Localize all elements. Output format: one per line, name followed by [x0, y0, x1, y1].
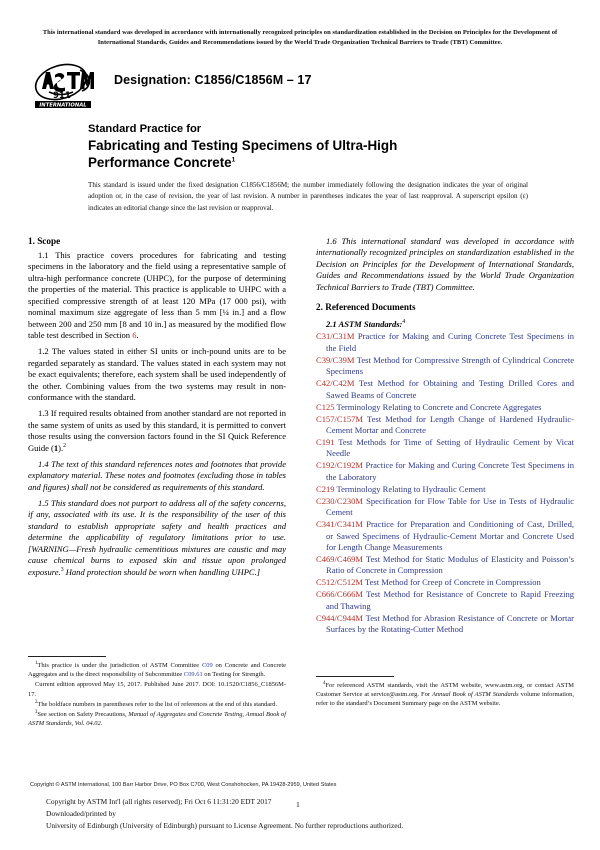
list-item[interactable]: [316, 484, 574, 495]
referenced-standards-list: [316, 331, 574, 635]
title-line-1: Standard Practice for: [88, 123, 202, 135]
title-footnote-marker: 1: [231, 156, 236, 164]
column-left: [28, 236, 286, 583]
page-number: 1: [296, 800, 300, 809]
list-item[interactable]: [316, 577, 574, 588]
list-item[interactable]: [316, 355, 574, 378]
paragraph-1-2: 1.2 The values stated in either SI units or inch-pound units are to be regarded separately as standard. The values stated in each system may not be exact equivalents; therefore, each system shall be used independently of the other. Combining values from the two systems may result in non-conformance with the standard.: [28, 346, 286, 403]
standard-code[interactable]: C944/C944M: [316, 612, 364, 623]
footnote-1-link-b[interactable]: C09.61: [183, 671, 203, 679]
standard-title[interactable]: Test Method for Compressive Strength of Cylindrical Concrete Specimens: [326, 354, 574, 377]
list-item[interactable]: [316, 613, 574, 636]
standard-code[interactable]: C666/C666M: [316, 589, 364, 600]
section-heading-scope: 1. Scope: [28, 236, 61, 246]
standard-title[interactable]: Practice for Preparation and Conditioning of Cast, Drilled, or Sawed Specimens of Hydraulic-Cement Mortar and Concrete Used for Length Change Measurements: [326, 519, 575, 553]
paragraph-1-3-footnote-marker: 2: [63, 442, 67, 449]
footnote-1-text-c: on Testing for Strength.: [202, 671, 266, 679]
footnotes-right: [316, 676, 574, 710]
footnote-4-text-a: For referenced ASTM standards, visit the ASTM website, www.astm.org, or contact ASTM Customer Service at service@astm.org. For: [316, 682, 574, 699]
section-heading-referenced-documents: 2. Referenced Documents: [316, 302, 416, 313]
standard-code[interactable]: C157/C157M: [316, 413, 364, 424]
page-title: [88, 122, 528, 171]
standard-code[interactable]: C230/C230M: [316, 495, 364, 506]
footnote-current-edition: Current edition approved May 15, 2017. Published June 2017. DOI: 10.1520/C1856_C1856M-17.: [28, 681, 286, 698]
standard-title[interactable]: Test Method for Creep of Concrete in Compression: [365, 577, 541, 588]
standard-code[interactable]: C469/C469M: [316, 554, 364, 565]
title-line-3: [88, 154, 528, 171]
paragraph-1-4: 1.4 The text of this standard references notes and footnotes that provide explanatory material. These notes and footnotes (excluding those in tables and figures) shall not be considered as requirements of this standard.: [28, 458, 286, 492]
standard-title[interactable]: Test Method for Resistance of Concrete to Rapid Freezing and Thawing: [326, 589, 575, 611]
footnotes-left: [28, 656, 286, 730]
paragraph-1-3-text: 1.3 If required results obtained from another standard are not reported in the same system of units as used by this standard, it is permitted to convert those results using the conversion factors found in the SI Quick Reference Guide (1).: [28, 408, 286, 453]
standard-title[interactable]: Specification for Flow Table for Use in Tests of Hydraulic Cement: [326, 495, 575, 518]
list-item[interactable]: [316, 496, 574, 519]
copyright-notice: Copyright © ASTM International, 100 Barr Harbor Drive, PO Box C700, West Conshohocken, PA 19428-2959, United States: [30, 782, 337, 788]
footnote-2-marker: 2: [35, 699, 38, 705]
subsection-astm-standards: [326, 319, 574, 329]
footnote-2-text: The boldface numbers in parentheses refer to the list of references at the end of this standard.: [37, 700, 278, 708]
footnote-1-link-a[interactable]: C09: [201, 662, 213, 670]
standard-code[interactable]: C512/C512M: [316, 577, 364, 588]
designation-row: [32, 62, 568, 112]
footnote-3-text-a: See section on Safety Precautions,: [37, 711, 129, 719]
standard-code[interactable]: C42/C42M: [316, 378, 355, 389]
subsection-astm-standards-label: 2.1 ASTM Standards:: [326, 319, 403, 330]
title-line-3-text: Performance Concrete: [88, 154, 232, 170]
license-line-3: University of Edinburgh (University of Edinburgh) pursuant to License Agreement. No further reproductions authorized.: [46, 821, 404, 831]
license-line-2: Downloaded/printed by: [46, 809, 116, 819]
standard-code[interactable]: C219: [316, 483, 335, 494]
list-item[interactable]: [316, 378, 574, 401]
standard-title[interactable]: Test Method for Length Change of Hardened Hydraulic-Cement Mortar and Concrete: [326, 413, 575, 436]
footnote-rule: [28, 656, 106, 657]
standard-title[interactable]: Test Method for Abrasion Resistance of Concrete or Mortar Surfaces by the Rotating-Cutter Method: [326, 612, 575, 635]
reference-1-link[interactable]: 1: [53, 442, 59, 453]
footnote-4-text-b: volume information, refer to the standard’s Document Summary page on the ASTM website.: [316, 691, 574, 708]
list-item[interactable]: [316, 519, 574, 553]
paragraph-1-5: [28, 498, 286, 578]
list-item[interactable]: [316, 414, 574, 437]
footnote-1-text-b: on Concrete and Concrete Aggregates and is the direct responsibility of Subcommittee: [28, 662, 287, 679]
footnote-1-text-a: This practice is under the jurisdiction of ASTM Committee: [37, 662, 202, 670]
issue-note: This standard is issued under the fixed designation C1856/C1856M; the number immediately following the designation indicates the year of original adoption or, in the case of revision, the year of last revision. A number in parentheses indicates the year of last reapproval. A superscript epsilon (ε) indicates an editorial change since the last revision or reapproval.: [88, 181, 528, 212]
tbt-statement: This international standard was developed in accordance with internationally recognized principles on standardization established in the Decision on Principles for the Development of International Standards, Guides and Recommendations issued by the World Trade Organization Technical Barriers to Trade (TBT) Committee.: [42, 29, 558, 47]
footnote-rule: [316, 676, 394, 677]
paragraph-1-5-text: 1.5 This standard does not purport to address all of the safety concerns, if any, associated with its use. It is the responsibility of the user of this standard to establish appropriate safety and health practices and determine the applicability of regulatory limitations prior to use. [WARNING—Fresh hydraulic cementitious mixtures are caustic and may cause chemical burns to exposed skin and tissue upon prolonged exposure.$^3$ Hand protection should be worn when handling UHPC.]: [28, 497, 286, 577]
standard-title[interactable]: Test Method for Obtaining and Testing Drilled Cores and Sawed Beams of Concrete: [326, 378, 575, 400]
section-6-link[interactable]: 6: [132, 330, 137, 341]
standard-title[interactable]: Test Methods for Time of Setting of Hydraulic Cement by Vicat Needle: [326, 437, 574, 459]
list-item[interactable]: [316, 437, 574, 460]
paragraph-1-1: [28, 250, 286, 342]
footnote-3-text-b: .: [100, 720, 103, 728]
paragraph-1-1-text: 1.1 This practice covers procedures for fabricating and testing specimens in the laboratory and the field using a representative sample of ultra-high performance concrete (UHPC), for the purpose of determining the properties of the material. This practice is applicable to UHPC with a specified compressive strength of at least 120 MPa (17 000 psi), with nominal maximum size aggregate of less than 5 mm [¼ in.] and a flow between 200 and 250 mm [8 and 10 in.] as measured by the modified flow table test described in Section 6.: [28, 250, 286, 341]
footnote-1: [28, 661, 286, 679]
standard-code[interactable]: C125: [316, 401, 335, 412]
subsection-footnote-marker: 4: [402, 319, 406, 326]
standard-title[interactable]: Test Method for Static Modulus of Elasticity and Poisson’s Ratio of Concrete in Compression: [326, 554, 574, 576]
standard-code[interactable]: C31/C31M: [316, 331, 355, 342]
footnote-3: [28, 710, 286, 728]
paragraph-1-3: [28, 408, 286, 454]
license-line-1: Copyright by ASTM Int'l (all rights reserved); Fri Oct 6 11:31:20 EDT 2017: [46, 797, 272, 806]
list-item[interactable]: [316, 554, 574, 577]
footnote-3-italic: Manual of Aggregates and Concrete Testing, Annual Book of ASTM Standards, Vol. 04.02: [28, 711, 286, 728]
standard-title[interactable]: Terminology Relating to Concrete and Concrete Aggregates: [336, 401, 542, 412]
footnote-4-italic: Annual Book of ASTM Standards: [431, 691, 519, 699]
paragraph-1-5-footnote-marker: 3: [60, 566, 64, 573]
list-item[interactable]: [316, 402, 574, 413]
standard-code[interactable]: C192/C192M: [316, 460, 364, 471]
standard-code[interactable]: C191: [316, 437, 335, 448]
astm-logo-icon: [32, 62, 94, 110]
list-item[interactable]: [316, 331, 574, 354]
footnote-2: [28, 700, 286, 709]
standard-title[interactable]: Practice for Making and Curing Concrete Test Specimens in the Field: [326, 331, 574, 353]
standard-title[interactable]: Practice for Making and Curing Concrete Test Specimens in the Laboratory: [326, 460, 574, 482]
svg-text:911: 911: [53, 91, 71, 101]
standard-designation: Designation: C1856/C1856M – 17: [114, 73, 312, 87]
logo-wordmark: INTERNATIONAL: [39, 102, 87, 109]
list-item[interactable]: [316, 460, 574, 483]
footnote-1-marker: 1: [35, 661, 38, 666]
footnote-4: [316, 681, 574, 709]
standard-code[interactable]: C341/C341M: [316, 519, 364, 530]
footnote-3-marker: 3: [35, 710, 38, 716]
standard-code[interactable]: C39/C39M: [316, 354, 355, 365]
paragraph-1-6: 1.6 This international standard was developed in accordance with internationally recognized principles on standardization established in the Decision on Principles for the Development of International Standards, Guides and Recommendations issued by the World Trade Organization Technical Barriers to Trade (TBT) Committee.: [316, 236, 574, 292]
list-item[interactable]: [316, 589, 574, 612]
column-right: [316, 236, 574, 636]
title-line-2: Fabricating and Testing Specimens of Ultra-High: [88, 137, 398, 153]
footnote-4-marker: 4: [323, 681, 326, 686]
standard-title[interactable]: Terminology Relating to Hydraulic Cement: [336, 483, 486, 494]
